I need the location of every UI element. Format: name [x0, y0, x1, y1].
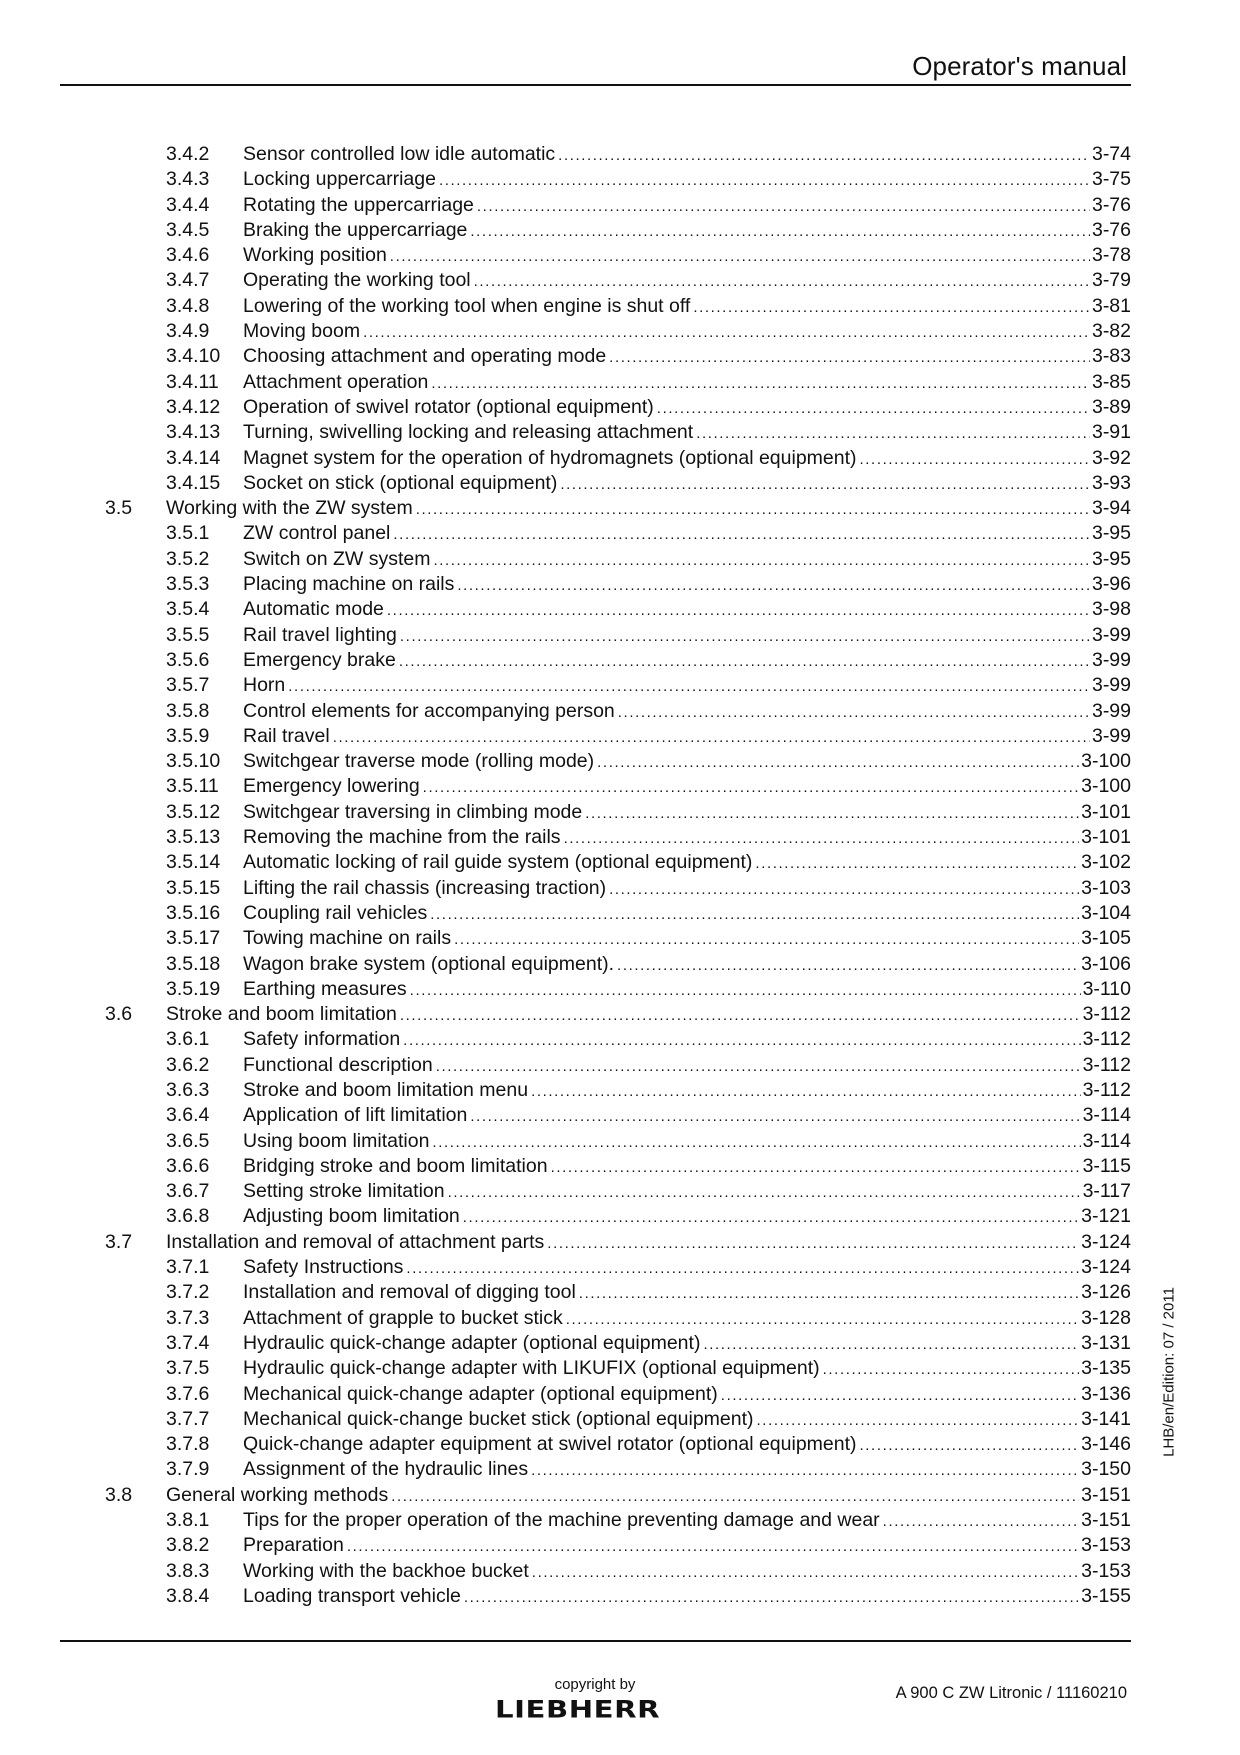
toc-entry[interactable]: [105, 1230, 1131, 1255]
toc-entry-page: 3-135: [1081, 1357, 1131, 1380]
toc-dot-leader: [436, 1054, 1081, 1079]
toc-entry-number: 3.4.10: [166, 345, 221, 368]
toc-dot-leader: [406, 1256, 1079, 1281]
toc-dot-leader: [755, 851, 1079, 876]
toc-entry-title: Automatic locking of rail guide system (optional equipment): [243, 851, 753, 874]
toc-entry[interactable]: [105, 1002, 1131, 1027]
toc-entry[interactable]: [105, 1508, 1131, 1533]
toc-dot-leader: [474, 269, 1090, 294]
toc-dot-leader: [416, 497, 1090, 522]
toc-entry-number: 3.7.6: [166, 1382, 210, 1405]
toc-dot-leader: [363, 320, 1090, 345]
toc-entry-page: 3-112: [1082, 1053, 1131, 1076]
toc-entry-title: Locking uppercarriage: [243, 168, 436, 191]
toc-dot-leader: [432, 1130, 1080, 1155]
toc-entry[interactable]: [105, 294, 1131, 319]
toc-entry-number: 3.6.8: [166, 1205, 210, 1228]
toc-entry-number: 3.7.4: [166, 1331, 210, 1354]
toc-entry-number: 3.5.18: [166, 952, 221, 975]
toc-dot-leader: [457, 573, 1090, 598]
toc-entry-page: 3-92: [1091, 446, 1131, 469]
toc-entry[interactable]: [105, 1457, 1131, 1482]
toc-entry[interactable]: [105, 572, 1131, 597]
toc-entry[interactable]: [105, 547, 1131, 572]
toc-entry-number: 3.5.10: [166, 750, 221, 773]
toc-entry[interactable]: [105, 193, 1131, 218]
toc-dot-leader: [464, 1585, 1079, 1610]
toc-entry-title: Attachment of grapple to bucket stick: [243, 1306, 563, 1329]
toc-dot-leader: [531, 1079, 1080, 1104]
toc-entry-number: 3.6.3: [166, 1078, 210, 1101]
toc-entry[interactable]: [105, 471, 1131, 496]
toc-entry-number: 3.4.3: [166, 168, 210, 191]
toc-entry-number: 3.7.8: [166, 1433, 210, 1456]
toc-entry-page: 3-110: [1082, 977, 1131, 1000]
toc-dot-leader: [696, 421, 1090, 446]
toc-entry-number: 3.5.4: [166, 598, 210, 621]
toc-entry-title: Hydraulic quick-change adapter (optional equipment): [243, 1331, 701, 1354]
toc-entry-title: Stroke and boom limitation menu: [243, 1078, 529, 1101]
toc-dot-leader: [410, 978, 1081, 1003]
toc-entry[interactable]: [105, 218, 1131, 243]
toc-entry[interactable]: [105, 496, 1131, 521]
footer-rule: [60, 1640, 1131, 1642]
toc-entry-title: Automatic mode: [243, 598, 384, 621]
toc-entry[interactable]: [105, 1154, 1131, 1179]
toc-dot-leader: [558, 143, 1090, 168]
toc-entry-page: 3-115: [1082, 1154, 1131, 1177]
toc-entry-page: 3-102: [1081, 851, 1131, 874]
toc-entry[interactable]: [105, 1382, 1131, 1407]
toc-entry-page: 3-126: [1081, 1281, 1131, 1304]
toc-entry-title: Rail travel lighting: [243, 623, 397, 646]
toc-dot-leader: [551, 1155, 1081, 1180]
toc-entry[interactable]: [105, 1584, 1131, 1609]
toc-entry-title: Coupling rail vehicles: [243, 901, 428, 924]
toc-dot-leader: [399, 649, 1090, 674]
toc-entry-title: Operating the working tool: [243, 269, 471, 292]
toc-entry-title: Lifting the rail chassis (increasing traction): [243, 876, 607, 899]
toc-entry-title: General working methods: [166, 1483, 389, 1506]
toc-entry-number: 3.4.5: [166, 218, 210, 241]
toc-entry-page: 3-131: [1081, 1331, 1131, 1354]
copyright-label: copyright by: [554, 1676, 636, 1693]
toc-entry-title: Sensor controlled low idle automatic: [243, 143, 556, 165]
toc-entry-title: Earthing measures: [243, 977, 407, 1000]
toc-dot-leader: [560, 472, 1090, 497]
toc-entry[interactable]: [105, 926, 1131, 951]
toc-entry-title: Placing machine on rails: [243, 573, 455, 596]
toc-entry-title: Quick-change adapter equipment at swivel rotator (optional equipment): [243, 1433, 857, 1456]
toc-entry-title: Application of lift limitation: [243, 1104, 468, 1127]
toc-dot-leader: [657, 396, 1090, 421]
toc-entry-title: Lowering of the working tool when engine is shut off: [243, 294, 691, 317]
toc-dot-leader: [391, 1484, 1079, 1509]
toc-entry-page: 3-141: [1081, 1407, 1131, 1430]
toc-entry-page: 3-101: [1081, 800, 1131, 823]
toc-entry-page: 3-112: [1082, 1028, 1131, 1051]
toc-entry-number: 3.7.5: [166, 1357, 210, 1380]
toc-entry[interactable]: [105, 724, 1131, 749]
toc-entry-number: 3.8.1: [166, 1509, 210, 1532]
toc-entry-title: Switchgear traverse mode (rolling mode): [243, 750, 595, 773]
toc-entry-title: Installation and removal of digging tool: [243, 1281, 576, 1304]
toc-entry-page: 3-151: [1081, 1483, 1131, 1506]
toc-dot-leader: [439, 168, 1090, 193]
toc-entry-number: 3.8.4: [166, 1584, 210, 1607]
toc-entry[interactable]: [105, 420, 1131, 445]
toc-entry-number: 3.7.3: [166, 1306, 210, 1329]
toc-entry-title: Mechanical quick-change adapter (optional equipment): [243, 1382, 718, 1405]
toc-entry-page: 3-93: [1091, 471, 1131, 494]
toc-entry-page: 3-75: [1091, 168, 1131, 191]
toc-entry-title: Switchgear traversing in climbing mode: [243, 800, 583, 823]
toc-dot-leader: [693, 295, 1090, 320]
toc-dot-leader: [470, 1104, 1080, 1129]
toc-entry-number: 3.8.2: [166, 1534, 210, 1557]
toc-entry[interactable]: [105, 1331, 1131, 1356]
toc-entry-title: Horn: [243, 674, 286, 697]
toc-entry-number: 3.5.1: [166, 522, 210, 545]
toc-entry-number: 3.7.1: [166, 1256, 210, 1279]
toc-entry-page: 3-103: [1081, 876, 1131, 899]
toc-dot-leader: [860, 447, 1090, 472]
toc-dot-leader: [430, 902, 1079, 927]
toc-entry-title: Working with the ZW system: [166, 497, 413, 520]
toc-entry-page: 3-78: [1091, 244, 1131, 267]
toc-dot-leader: [609, 877, 1079, 902]
toc-entry[interactable]: [105, 648, 1131, 673]
toc-entry[interactable]: [105, 850, 1131, 875]
toc-dot-leader: [448, 1180, 1081, 1205]
toc-entry[interactable]: [105, 749, 1131, 774]
toc-entry-page: 3-101: [1081, 826, 1131, 849]
toc-entry-number: 3.6.1: [166, 1028, 210, 1051]
toc-entry[interactable]: [105, 1483, 1131, 1508]
toc-entry-title: Setting stroke limitation: [243, 1180, 445, 1203]
toc-entry-page: 3-104: [1081, 901, 1131, 924]
toc-entry-page: 3-153: [1081, 1559, 1131, 1582]
toc-dot-leader: [431, 371, 1090, 396]
toc-entry-page: 3-91: [1091, 421, 1131, 444]
toc-entry[interactable]: [105, 1255, 1131, 1280]
toc-entry-page: 3-82: [1091, 320, 1131, 343]
toc-entry-page: 3-94: [1091, 497, 1131, 520]
toc-dot-leader: [579, 1281, 1079, 1306]
toc-entry-number: 3.6.4: [166, 1104, 210, 1127]
toc-dot-leader: [477, 194, 1090, 219]
toc-entry[interactable]: [105, 1306, 1131, 1331]
toc-entry-page: 3-99: [1091, 699, 1131, 722]
toc-entry-number: 3.5.12: [166, 800, 221, 823]
toc-dot-leader: [618, 700, 1090, 725]
toc-entry-title: Installation and removal of attachment parts: [166, 1230, 545, 1253]
toc-entry-title: Socket on stick (optional equipment): [243, 471, 558, 494]
table-of-contents: [105, 142, 1131, 1609]
toc-entry-number: 3.8.3: [166, 1559, 210, 1582]
toc-dot-leader: [463, 1205, 1079, 1230]
toc-entry-page: 3-114: [1082, 1129, 1131, 1152]
toc-entry-number: 3.6.7: [166, 1180, 210, 1203]
toc-entry-number: 3.5.9: [166, 724, 210, 747]
toc-dot-leader: [547, 1231, 1079, 1256]
toc-entry-title: Adjusting boom limitation: [243, 1205, 460, 1228]
toc-entry-page: 3-112: [1082, 1003, 1131, 1026]
toc-entry[interactable]: [105, 243, 1131, 268]
toc-dot-leader: [883, 1509, 1079, 1534]
toc-entry[interactable]: [105, 1078, 1131, 1103]
toc-entry-page: 3-150: [1081, 1458, 1131, 1481]
toc-entry-title: Towing machine on rails: [243, 927, 452, 950]
toc-dot-leader: [609, 345, 1090, 370]
toc-dot-leader: [757, 1408, 1080, 1433]
toc-entry-number: 3.7: [105, 1230, 133, 1253]
toc-dot-leader: [400, 624, 1090, 649]
toc-dot-leader: [470, 219, 1090, 244]
toc-entry[interactable]: [105, 370, 1131, 395]
toc-entry-title: Emergency brake: [243, 648, 396, 671]
toc-entry[interactable]: [105, 319, 1131, 344]
toc-entry-title: Magnet system for the operation of hydromagnets (optional equipment): [243, 446, 857, 469]
toc-entry-page: 3-121: [1081, 1205, 1131, 1228]
toc-entry-title: Choosing attachment and operating mode: [243, 345, 607, 368]
toc-entry-number: 3.7.7: [166, 1407, 210, 1430]
toc-dot-leader: [390, 244, 1090, 269]
toc-entry-number: 3.5.11: [166, 775, 219, 798]
toc-entry-number: 3.5.7: [166, 674, 210, 697]
toc-entry[interactable]: [105, 623, 1131, 648]
toc-entry-page: 3-124: [1081, 1256, 1131, 1279]
toc-dot-leader: [403, 1028, 1080, 1053]
toc-entry-number: 3.5.5: [166, 623, 210, 646]
toc-entry-title: Working with the backhoe bucket: [243, 1559, 529, 1582]
toc-entry-title: Assignment of the hydraulic lines: [243, 1458, 529, 1481]
toc-entry-page: 3-100: [1081, 750, 1131, 773]
toc-entry-number: 3.4.12: [166, 395, 221, 418]
toc-dot-leader: [433, 548, 1090, 573]
toc-entry-number: 3.6.6: [166, 1154, 210, 1177]
toc-entry[interactable]: [105, 1533, 1131, 1558]
toc-dot-leader: [823, 1357, 1079, 1382]
toc-entry-title: Mechanical quick-change bucket stick (optional equipment): [243, 1407, 754, 1430]
toc-entry-title: Hydraulic quick-change adapter with LIKUFIX (optional equipment): [243, 1357, 820, 1380]
toc-entry-number: 3.5.6: [166, 648, 210, 671]
toc-entry-page: 3-114: [1082, 1104, 1131, 1127]
toc-entry[interactable]: [105, 142, 1131, 167]
toc-entry-page: 3-89: [1091, 395, 1131, 418]
toc-entry[interactable]: [105, 825, 1131, 850]
toc-entry[interactable]: [105, 1432, 1131, 1457]
toc-entry-title: Bridging stroke and boom limitation: [243, 1154, 548, 1177]
toc-dot-leader: [387, 598, 1090, 623]
toc-entry-page: 3-117: [1082, 1180, 1131, 1203]
toc-entry-page: 3-100: [1081, 775, 1131, 798]
toc-entry-title: Preparation: [243, 1534, 344, 1557]
toc-entry[interactable]: [105, 699, 1131, 724]
toc-entry-number: 3.4.9: [166, 320, 210, 343]
toc-entry-title: Working position: [243, 244, 387, 267]
toc-entry-page: 3-74: [1091, 143, 1131, 165]
toc-entry-page: 3-98: [1091, 598, 1131, 621]
toc-entry-title: Operation of swivel rotator (optional equipment): [243, 395, 654, 418]
toc-entry-title: Control elements for accompanying person: [243, 699, 615, 722]
toc-entry-title: Moving boom: [243, 320, 361, 343]
toc-dot-leader: [703, 1332, 1079, 1357]
toc-entry-number: 3.4.8: [166, 294, 210, 317]
toc-entry[interactable]: [105, 1559, 1131, 1584]
toc-dot-leader: [566, 1307, 1079, 1332]
header-rule: [60, 84, 1131, 86]
document-id: A 900 C ZW Litronic / 11160210: [895, 1684, 1127, 1702]
toc-entry[interactable]: [105, 268, 1131, 293]
toc-entry[interactable]: [105, 1027, 1131, 1052]
toc-entry-page: 3-95: [1091, 547, 1131, 570]
toc-entry-title: Removing the machine from the rails: [243, 826, 561, 849]
toc-entry-number: 3.6.2: [166, 1053, 210, 1076]
toc-dot-leader: [454, 927, 1079, 952]
toc-entry[interactable]: [105, 673, 1131, 698]
toc-dot-leader: [423, 775, 1079, 800]
toc-dot-leader: [617, 953, 1079, 978]
toc-entry-number: 3.8: [105, 1483, 133, 1506]
toc-entry[interactable]: [105, 597, 1131, 622]
toc-entry-page: 3-155: [1081, 1584, 1131, 1607]
toc-entry-page: 3-151: [1081, 1509, 1131, 1532]
toc-entry[interactable]: [105, 395, 1131, 420]
toc-entry-title: Attachment operation: [243, 370, 429, 393]
toc-entry-number: 3.5: [105, 497, 133, 520]
toc-entry-title: Braking the uppercarriage: [243, 218, 468, 241]
toc-entry[interactable]: [105, 1103, 1131, 1128]
toc-entry-number: 3.4.2: [166, 143, 210, 165]
toc-entry-title: Functional description: [243, 1053, 433, 1076]
toc-entry-page: 3-76: [1091, 193, 1131, 216]
toc-entry-page: 3-112: [1082, 1078, 1131, 1101]
toc-entry-title: Rail travel: [243, 724, 330, 747]
toc-entry-title: ZW control panel: [243, 522, 391, 545]
toc-entry[interactable]: [105, 952, 1131, 977]
toc-entry[interactable]: [105, 167, 1131, 192]
toc-entry[interactable]: [105, 1280, 1131, 1305]
toc-entry[interactable]: [105, 977, 1131, 1002]
toc-entry-page: 3-85: [1091, 370, 1131, 393]
toc-entry-number: 3.4.14: [166, 446, 221, 469]
toc-entry-page: 3-146: [1081, 1433, 1131, 1456]
toc-entry-number: 3.4.7: [166, 269, 210, 292]
toc-entry[interactable]: [105, 800, 1131, 825]
toc-entry-number: 3.7.9: [166, 1458, 210, 1481]
toc-entry-title: Stroke and boom limitation: [166, 1003, 397, 1026]
toc-entry-page: 3-79: [1091, 269, 1131, 292]
toc-entry-title: Using boom limitation: [243, 1129, 430, 1152]
toc-entry-title: Turning, swivelling locking and releasing attachment: [243, 421, 694, 444]
toc-entry[interactable]: [105, 876, 1131, 901]
toc-entry-number: 3.5.2: [166, 547, 210, 570]
liebherr-logo: LIEBHERR: [495, 1696, 661, 1724]
toc-entry-page: 3-76: [1091, 218, 1131, 241]
toc-entry-title: Wagon brake system (optional equipment).: [243, 952, 615, 975]
toc-entry[interactable]: [105, 1129, 1131, 1154]
toc-entry-page: 3-99: [1091, 648, 1131, 671]
toc-entry-page: 3-81: [1091, 294, 1131, 317]
toc-entry-number: 3.4.13: [166, 421, 221, 444]
toc-entry-number: 3.6: [105, 1003, 133, 1026]
toc-dot-leader: [531, 1458, 1079, 1483]
toc-dot-leader: [860, 1433, 1080, 1458]
toc-entry[interactable]: [105, 1053, 1131, 1078]
toc-dot-leader: [721, 1383, 1079, 1408]
toc-entry-title: Emergency lowering: [243, 775, 420, 798]
toc-entry-number: 3.4.6: [166, 244, 210, 267]
toc-entry[interactable]: [105, 1179, 1131, 1204]
toc-entry-number: 3.4.11: [166, 370, 219, 393]
toc-entry-title: Loading transport vehicle: [243, 1584, 461, 1607]
edition-note: LHB/en/Edition: 07 / 2011: [1160, 1287, 1178, 1457]
toc-entry-number: 3.7.2: [166, 1281, 210, 1304]
toc-dot-leader: [564, 826, 1080, 851]
toc-entry-number: 3.5.3: [166, 573, 210, 596]
toc-dot-leader: [393, 522, 1090, 547]
toc-dot-leader: [597, 750, 1079, 775]
toc-entry[interactable]: [105, 1204, 1131, 1229]
toc-entry-number: 3.4.4: [166, 193, 210, 216]
toc-entry-title: Switch on ZW system: [243, 547, 431, 570]
toc-entry-page: 3-105: [1081, 927, 1131, 950]
toc-entry[interactable]: [105, 901, 1131, 926]
toc-entry-number: 3.5.15: [166, 876, 221, 899]
toc-entry-page: 3-124: [1081, 1230, 1131, 1253]
toc-entry-number: 3.5.8: [166, 699, 210, 722]
toc-dot-leader: [532, 1560, 1079, 1585]
toc-entry-number: 3.5.17: [166, 927, 221, 950]
toc-entry-title: Rotating the uppercarriage: [243, 193, 474, 216]
toc-dot-leader: [333, 725, 1090, 750]
page-header-title: Operator's manual: [912, 51, 1127, 81]
toc-entry[interactable]: [105, 774, 1131, 799]
toc-entry-page: 3-153: [1081, 1534, 1131, 1557]
toc-entry-number: 3.4.15: [166, 471, 221, 494]
toc-entry[interactable]: [105, 1356, 1131, 1381]
toc-entry-page: 3-83: [1091, 345, 1131, 368]
toc-entry-title: Tips for the proper operation of the machine preventing damage and wear: [243, 1509, 880, 1532]
toc-entry-page: 3-96: [1091, 573, 1131, 596]
toc-entry-title: Safety information: [243, 1028, 401, 1051]
toc-entry-page: 3-99: [1091, 724, 1131, 747]
toc-dot-leader: [347, 1534, 1079, 1559]
toc-entry-number: 3.5.16: [166, 901, 221, 924]
toc-entry-page: 3-99: [1091, 623, 1131, 646]
toc-entry-number: 3.5.14: [166, 851, 221, 874]
toc-entry-page: 3-95: [1091, 522, 1131, 545]
toc-dot-leader: [400, 1003, 1081, 1028]
toc-entry-page: 3-128: [1081, 1306, 1131, 1329]
toc-dot-leader: [585, 801, 1079, 826]
toc-entry[interactable]: [105, 446, 1131, 471]
toc-entry-page: 3-106: [1081, 952, 1131, 975]
toc-entry-number: 3.5.13: [166, 826, 221, 849]
toc-dot-leader: [288, 674, 1090, 699]
toc-entry-page: 3-136: [1081, 1382, 1131, 1405]
toc-entry[interactable]: [105, 1407, 1131, 1432]
toc-entry-title: Safety Instructions: [243, 1256, 404, 1279]
toc-entry[interactable]: [105, 344, 1131, 369]
toc-entry-number: 3.5.19: [166, 977, 221, 1000]
toc-entry-page: 3-99: [1091, 674, 1131, 697]
toc-entry[interactable]: [105, 521, 1131, 546]
toc-entry-number: 3.6.5: [166, 1129, 210, 1152]
